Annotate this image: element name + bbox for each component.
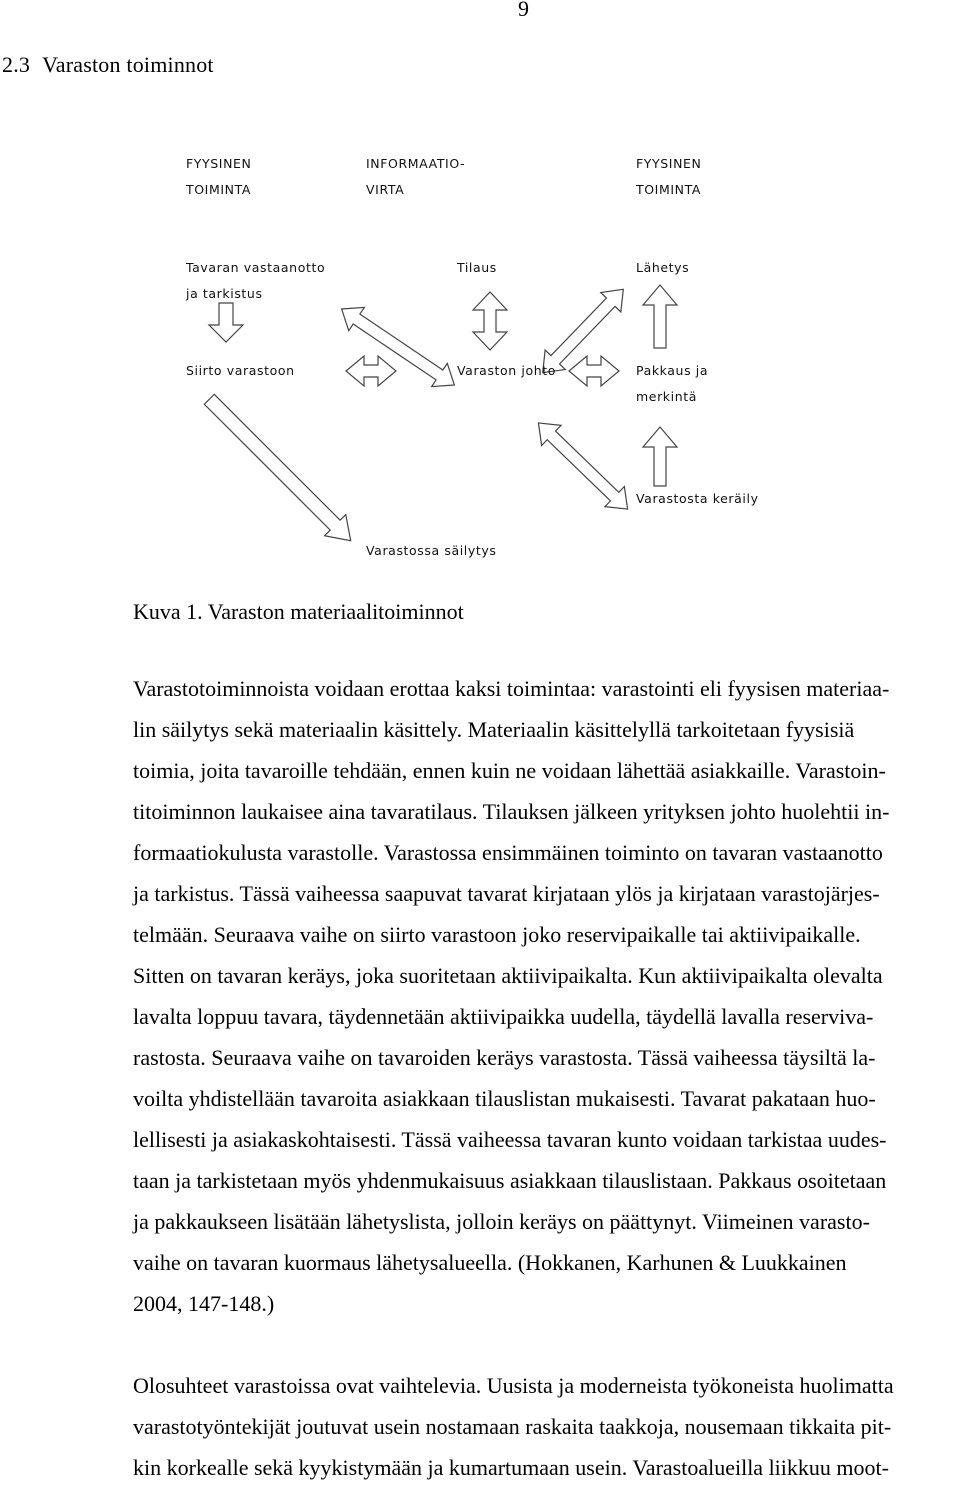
text-line: ja tarkistus. Tässä vaiheessa saapuvat tavarat kirjataan ylös ja kirjataan varastojärjes- <box>133 881 880 906</box>
text-line: taan ja tarkistetaan myös yhdenmukaisuus asiakkaan tilauslistaan. Pakkaus osoitetaan <box>133 1168 887 1193</box>
node-transfer: Siirto varastoon <box>186 363 295 378</box>
arrow-management-packing <box>569 356 619 386</box>
text-line: toimia, joita tavaroille tehdään, ennen kuin ne voidaan lähettää asiakkaille. Varastoin- <box>133 758 886 783</box>
node-line: Pakkaus ja <box>636 363 709 378</box>
arrow-transfer-order <box>334 297 462 396</box>
text-line: formaatiokulusta varastolle. Varastossa ensimmäinen toiminto on tavaran vastaanotto <box>133 840 883 865</box>
section-number: 2.3 <box>2 52 31 77</box>
arrow-picking-to-packing <box>643 427 677 486</box>
text-line: voilta yhdistellään tavaroita asiakkaan tilauslistan mukaisesti. Tavarat pakataan huo- <box>133 1086 876 1111</box>
body-paragraph-1 <box>133 668 953 1324</box>
header-line: INFORMAATIO- <box>366 156 466 171</box>
text-line: rastosta. Seuraava vaihe on tavaroiden keräys varastosta. Tässä vaiheessa täysiltä la- <box>133 1045 876 1070</box>
text-line: 2004, 147-148.) <box>133 1291 275 1316</box>
arrow-receiving-to-transfer <box>209 303 243 342</box>
header-physical-left <box>186 151 251 203</box>
arrow-packing-to-dispatch <box>643 285 677 348</box>
text-line: Sitten on tavaran keräys, joka suoritetaan aktiivipaikalta. Kun aktiivipaikalta olevalta <box>133 963 883 988</box>
page-number: 9 <box>518 0 529 21</box>
node-order: Tilaus <box>457 260 497 275</box>
text-line: kin korkealle sekä kyykistymään ja kumartumaan usein. Varastoalueilla liikkuu moot- <box>133 1455 889 1480</box>
figure-caption: Kuva 1. Varaston materiaalitoiminnot <box>133 599 464 624</box>
node-receiving <box>186 255 325 307</box>
header-line: FYYSINEN <box>186 156 252 171</box>
node-line: ja tarkistus <box>186 286 263 301</box>
section-title: Varaston toiminnot <box>42 52 214 77</box>
section-heading <box>2 52 214 78</box>
text-line: varastotyöntekijät joutuvat usein nostamaan raskaita taakkoja, nousemaan tikkaita pit- <box>133 1414 892 1439</box>
text-line: lin säilytys sekä materiaalin käsittely. Materiaalin käsittelyllä tarkoitetaan fyysisiä <box>133 717 855 742</box>
header-line: VIRTA <box>366 182 405 197</box>
node-management: Varaston johto <box>457 363 556 378</box>
node-line: merkintä <box>636 389 698 404</box>
text-line: ja pakkaukseen lisätään lähetyslista, jolloin keräys on päättynyt. Viimeinen varasto- <box>133 1209 870 1234</box>
arrow-order-management <box>473 292 507 350</box>
header-line: TOIMINTA <box>186 182 251 197</box>
header-line: FYYSINEN <box>636 156 702 171</box>
node-packing <box>636 358 708 410</box>
node-picking: Varastosta keräily <box>636 491 759 506</box>
text-line: vaihe on tavaran kuormaus lähetysalueella. (Hokkanen, Karhunen & Luukkainen <box>133 1250 847 1275</box>
header-information-flow <box>366 151 465 203</box>
arrow-transfer-management <box>346 356 396 386</box>
text-line: Olosuhteet varastoissa ovat vaihtelevia. Uusista ja moderneista työkoneista huolimatta <box>133 1373 894 1398</box>
text-line: Varastotoiminnoista voidaan erottaa kaksi toimintaa: varastointi eli fyysisen materiaa- <box>133 676 890 701</box>
arrow-management-picking <box>529 413 638 519</box>
text-line: lavalta loppuu tavara, täydennetään aktiivipaikka uudella, täydellä lavalla reserviva- <box>133 1004 874 1029</box>
text-line: telmään. Seuraava vaihe on siirto varastoon joko reservipaikalle tai aktiivipaikalle. <box>133 922 861 947</box>
arrow-transfer-to-storage <box>199 389 362 552</box>
node-line: Tavaran vastaanotto <box>186 260 326 275</box>
text-line: titoiminnon laukaisee aina tavaratilaus. Tilauksen jälkeen yrityksen johto huolehtii in- <box>133 799 890 824</box>
text-line: lellisesti ja asiakaskohtaisesti. Tässä vaiheessa tavaran kunto voidaan tarkistaa uudes- <box>133 1127 887 1152</box>
header-physical-right <box>636 151 701 203</box>
warehouse-operations-diagram <box>0 140 960 580</box>
body-paragraph-2 <box>133 1365 953 1488</box>
node-dispatch: Lähetys <box>636 260 690 275</box>
node-storage: Varastossa säilytys <box>366 543 497 558</box>
header-line: TOIMINTA <box>636 182 701 197</box>
